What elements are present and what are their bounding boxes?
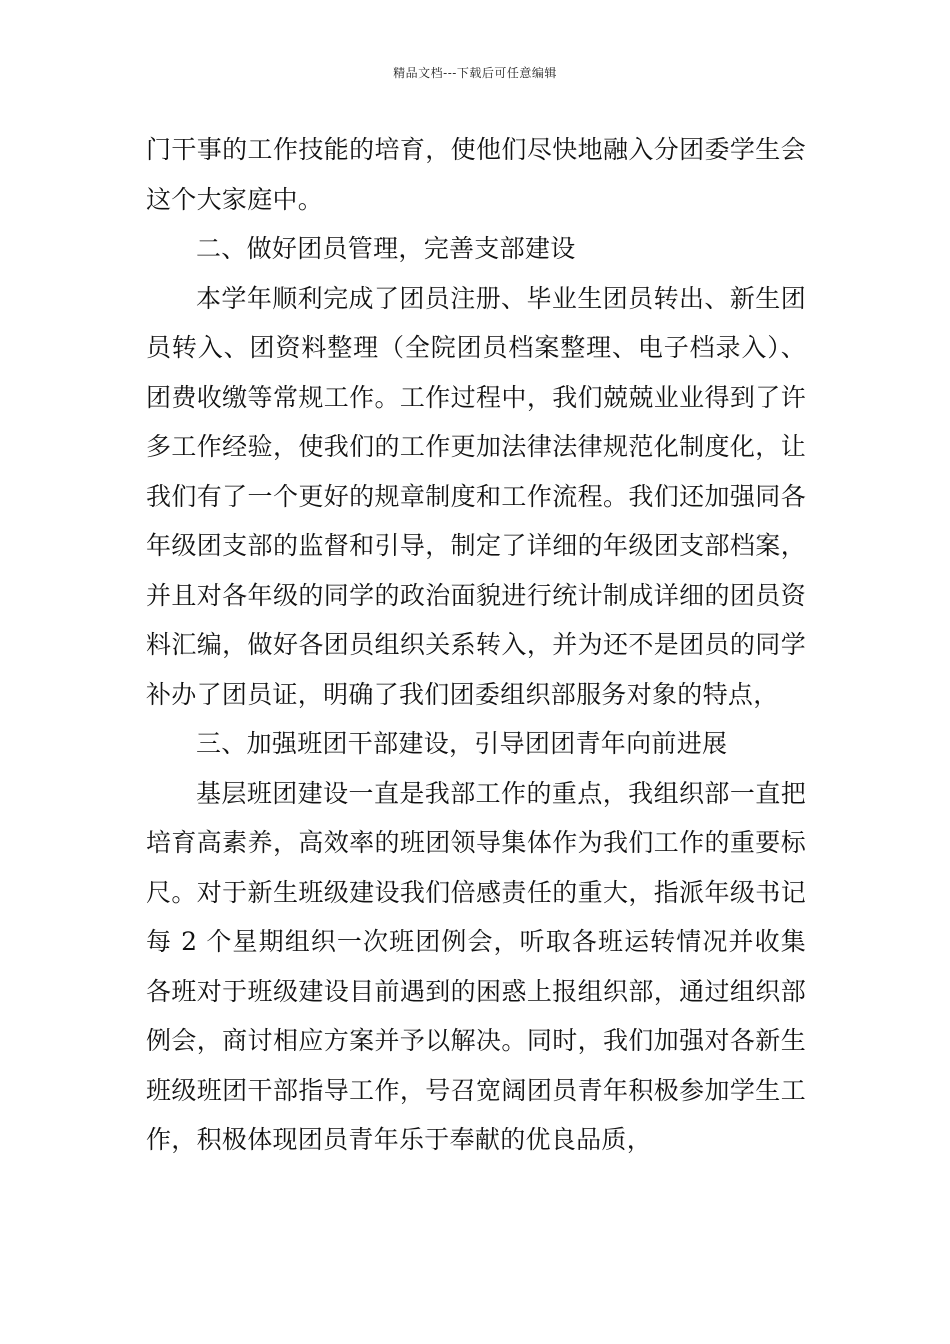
section-heading-2: 二、做好团员管理，完善支部建设	[196, 234, 576, 263]
paragraph-1: 门干事的工作技能的培育，使他们尽快地融入分团委学生会这个大家庭中。	[146, 135, 806, 214]
paragraph-3: 本学年顺利完成了团员注册、毕业生团员转出、新生团员转入、团资料整理（全院团员档案整理、电子档录入）、团费收缴等常规工作。工作过程中，我们兢兢业业得到了许多工作经验，使我们的工作更加法律法律规范化制度化，让我们有了一个更好的规章制度和工作流程。我们还加强同各年级团支部的监督和引导，制定了详细的年级团支部档案，并且对各年级的同学的政治面貌进行统计制成详细的团员资料汇编，做好各团员组织关系转入，并为还不是团员的同学补办了团员证，明确了我们团委组织部服务对象的特点，	[146, 283, 806, 709]
page-header: 精品文档---下载后可任意编辑	[393, 66, 557, 80]
document-body	[146, 125, 806, 1165]
section-heading-3: 三、加强班团干部建设，引导团团青年向前进展	[196, 729, 728, 758]
paragraph-5: 基层班团建设一直是我部工作的重点，我组织部一直把培育高素养，高效率的班团领导集体作为我们工作的重要标尺。对于新生班级建设我们倍感责任的重大，指派年级书记每 2 个星期组织一次班团例会，听取各班运转情况并收集各班对于班级建设目前遇到的困惑上报组织部，通过组织部例会，商讨相应方案并予以解决。同时，我们加强对各新生班级班团干部指导工作，号召宽阔团员青年积极参加学生工作，积极体现团员青年乐于奉献的优良品质，	[146, 778, 806, 1154]
